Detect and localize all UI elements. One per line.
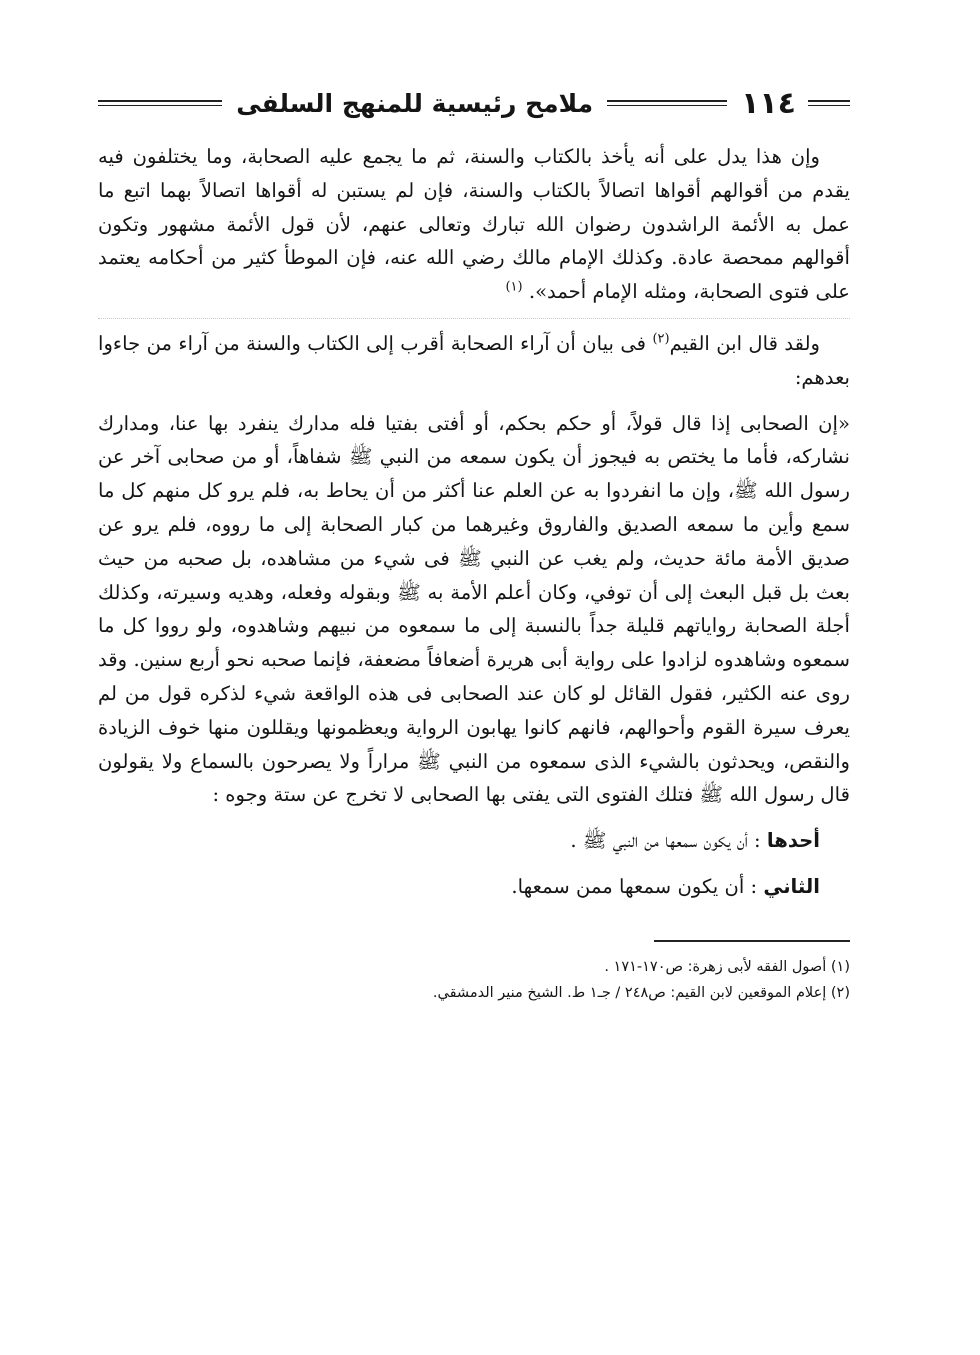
running-header: [98, 78, 850, 128]
footnote-ref-1: (١): [505, 279, 523, 295]
footnote-ref-2: (٢): [652, 331, 670, 347]
list-item-2: [98, 870, 820, 904]
footnote-2: (٢) إعلام الموقعين لابن القيم: ص٢٤٨ / جـ١ ط. الشيخ منير الدمشقي.: [432, 984, 850, 1001]
paragraph-2-rest: فى بيان أن آراء الصحابة أقرب إلى الكتاب والسنة من آراء من جاءوا بعدهم:: [98, 331, 850, 389]
paragraph-1: [98, 140, 850, 309]
header-rule-middle: [607, 100, 727, 106]
quotation-paragraph: «إن الصحابى إذا قال قولاً، أو حكم بحكم، أو أفتى بفتيا فله مدارك ينفرد بها عنا، ومدارك نشاركه، فأما ما يختص به فيجوز أن يكون سمعه من النبي ﷺ شفاهاً، أو من صحابى آخر عن رسول الله ﷺ، وإن ما انفردوا به عن العلم عنا أكثر من أن يحاط به، فلم يرو كل منهم كل ما سمع وأين ما سمعه الصديق والفاروق وغيرهما من كبار الصحابة إلى ما رووه، فلم يرو عن صديق الأمة مائة حديث، ولم يغب عن النبي ﷺ فى شيء من مشاهده، بل صحبه من حيث بعث بل قبل البعث إلى أن توفي، وكان أعلم الأمة به ﷺ وبقوله وفعله، وهديه وسيرته، وكذلك أجلة الصحابة رواياتهم قليلة جداً بالنسبة إلى ما سمعوه من نبيهم وشاهدوه، ولو رووا كل ما سمعوه وشاهدوه لزادوا على رواية أبى هريرة أضعافاً مضعفة، فإنما صحبه نحو أربع سنين. وقد روى عنه الكثير، فقول القائل لو كان عند الصحابى فى هذه الواقعة شيء لذكره قول من لم يعرف سيرة القوم وأحوالهم، فانهم كانوا يهابون الرواية ويعظمونها ويقللون منها خوف الزيادة والنقص، ويحدثون بالشيء الذى سمعوه من النبي ﷺ مراراً ولا يصرحون بالسماع ولا يقولون قال رسول الله ﷺ فتلك الفتوى التى يفتى بها الصحابى لا تخرج عن ستة وجوه :: [98, 411, 850, 807]
list-item-1-text: : أن يكون سمعها من النبي ﷺ .: [570, 829, 761, 853]
paragraph-2-start: ولقد قال ابن القيم: [669, 331, 820, 355]
header-rule-left: [98, 100, 222, 106]
footnote-divider: [654, 940, 850, 942]
paragraph-1-text: وإن هذا يدل على أنه يأخذ بالكتاب والسنة، ثم ما يجمع عليه الصحابة، وما يختلفون فيه يقدم من أقوالهم أقواها اتصالاً بالكتاب والسنة، فإن لم يستبن له أقواها اتصالاً بهما اتبع ما عمل به الأئمة الراشدون رضوان الله تبارك وتعالى عنهم، لأن قول الأئمة مشهور وتكون أقوالهم ممحصة عادة. وكذلك الإمام مالك رضي الله عنه، فإن الموطأ كثير من أحكامه يعتمد على فتوى الصحابة، ومثله الإمام أحمد».: [98, 145, 850, 304]
paragraph-2: [98, 327, 850, 395]
book-page: [98, 78, 850, 1006]
header-rule-right: [808, 100, 850, 106]
page-number: ١١٤: [741, 85, 796, 121]
section-divider: [98, 318, 850, 320]
running-title: ملامح رئيسية للمنهج السلفى: [236, 88, 594, 118]
footnote-1: (١) أصول الفقه لأبى زهرة: ص١٧٠-١٧١ .: [604, 958, 850, 975]
list-item-1: [98, 824, 820, 858]
list-item-1-label: أحدها: [766, 829, 820, 853]
list-item-2-text: : أن يكون سمعها ممن سمعها.: [511, 874, 758, 898]
list-item-2-label: الثاني: [763, 874, 820, 898]
